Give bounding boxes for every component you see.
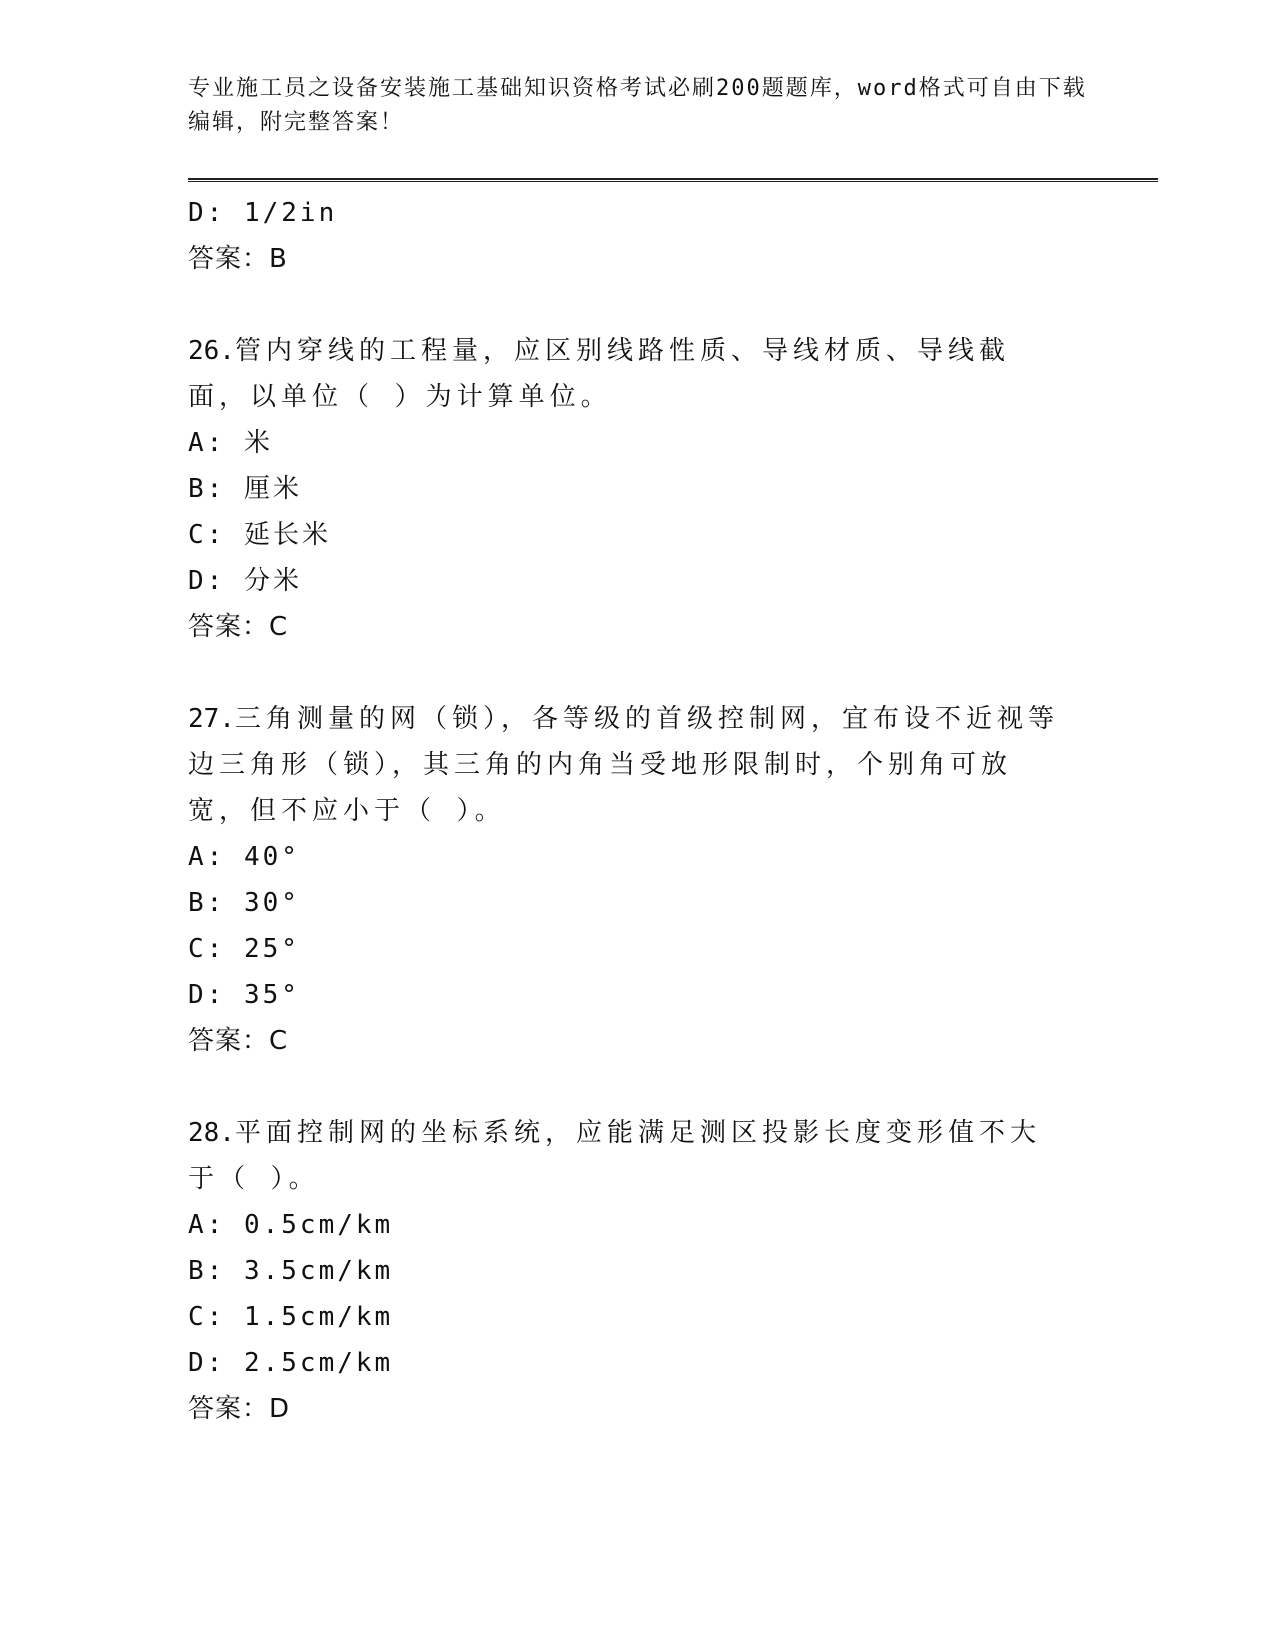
document-header: 专业施工员之设备安装施工基础知识资格考试必刷200题题库，word格式可自由下载编辑，附完整答案！ bbox=[188, 76, 1087, 135]
option-d: D: 1/2in bbox=[188, 198, 338, 228]
question-text bbox=[188, 328, 1068, 420]
option-b: B: 厘米 bbox=[188, 474, 302, 504]
question-block bbox=[188, 696, 1088, 1064]
option-d: D: 2.5cm/km bbox=[188, 1348, 394, 1378]
option-c: C: 1.5cm/km bbox=[188, 1302, 394, 1332]
question-body: 三角测量的网（锁），各等级的首级控制网，宜布设不近视等边三角形（锁），其三角的内角当受地形限制时，个别角可放宽，但不应小于（ ）。 bbox=[188, 704, 1059, 826]
question-block bbox=[188, 1110, 1088, 1432]
question-text bbox=[188, 1110, 1068, 1202]
question-list bbox=[188, 190, 1088, 1432]
question-number: 26. bbox=[188, 336, 235, 366]
option-b: B: 30° bbox=[188, 888, 300, 918]
question-body: 平面控制网的坐标系统，应能满足测区投影长度变形值不大于（ ）。 bbox=[188, 1118, 1041, 1194]
option-b: B: 3.5cm/km bbox=[188, 1256, 394, 1286]
answer: 答案：C bbox=[188, 1026, 289, 1056]
option-d: D: 分米 bbox=[188, 566, 302, 596]
option-a: A: 米 bbox=[188, 428, 273, 458]
option-a: A: 0.5cm/km bbox=[188, 1210, 394, 1240]
question-number: 27. bbox=[188, 704, 235, 734]
question-text bbox=[188, 696, 1068, 834]
option-d: D: 35° bbox=[188, 980, 300, 1010]
option-a: A: 40° bbox=[188, 842, 300, 872]
option-c: C: 延长米 bbox=[188, 520, 331, 550]
header-divider bbox=[188, 178, 1158, 182]
answer: 答案：C bbox=[188, 612, 289, 642]
question-number: 28. bbox=[188, 1118, 235, 1148]
question-block bbox=[188, 328, 1088, 650]
answer: 答案：D bbox=[188, 1394, 291, 1424]
option-c: C: 25° bbox=[188, 934, 300, 964]
question-body: 管内穿线的工程量，应区别线路性质、导线材质、导线截面，以单位（ ）为计算单位。 bbox=[188, 336, 1010, 412]
answer: 答案：B bbox=[188, 244, 288, 274]
